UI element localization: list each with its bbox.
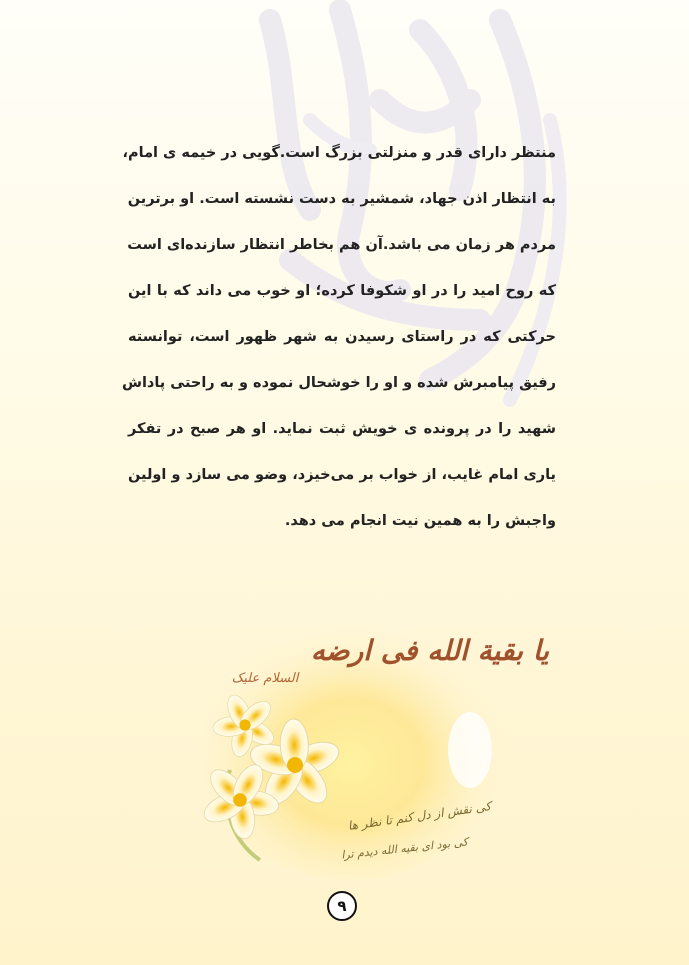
flower-calligraphy-illustration (200, 600, 550, 890)
paragraph-line: به انتظار اذن جهاد، شمشیر به دست نشسته است. او برترین (127, 191, 556, 207)
paragraph-line: شهید را در پرونده ی خویش ثبت نماید. او هر صبح در تفکر (128, 421, 556, 437)
paragraph-line: واجبش را به همین نیت انجام می دهد. (284, 513, 556, 529)
calligraphy-main: یا بقیة الله فی ارضه (310, 634, 550, 667)
verse-line-1: کی نقش از دل کنم تا نظر ها (346, 799, 492, 834)
paragraph-line: رفیق پیامبرش شده و او را خوشحال نموده و به راحتی پاداش (121, 375, 556, 391)
body-paragraph (121, 130, 556, 544)
paragraph-line: منتظر دارای قدر و منزلتی بزرگ است.گویی در خیمه ی امام، (122, 145, 556, 161)
paragraph-line: یاری امام غایب، از خواب بر می‌خیزد، وضو می سازد و اولین (128, 467, 556, 483)
paragraph-line: مردم هر زمان می باشد.آن هم بخاطر انتظار سازنده‌ای است (127, 237, 556, 253)
paragraph-line: حرکتی که در راستای رسیدن به شهر ظهور است، توانسته (128, 329, 556, 345)
page-number: ۹ (327, 891, 357, 921)
verse-line-2: کی بود ای بقیه الله دیدم ترا (340, 835, 469, 862)
calligraphy-greeting: السلام علیک (231, 671, 299, 686)
paragraph-line: که روح امید را در او شکوفا کرده؛ او خوب می داند که با این (128, 283, 556, 299)
